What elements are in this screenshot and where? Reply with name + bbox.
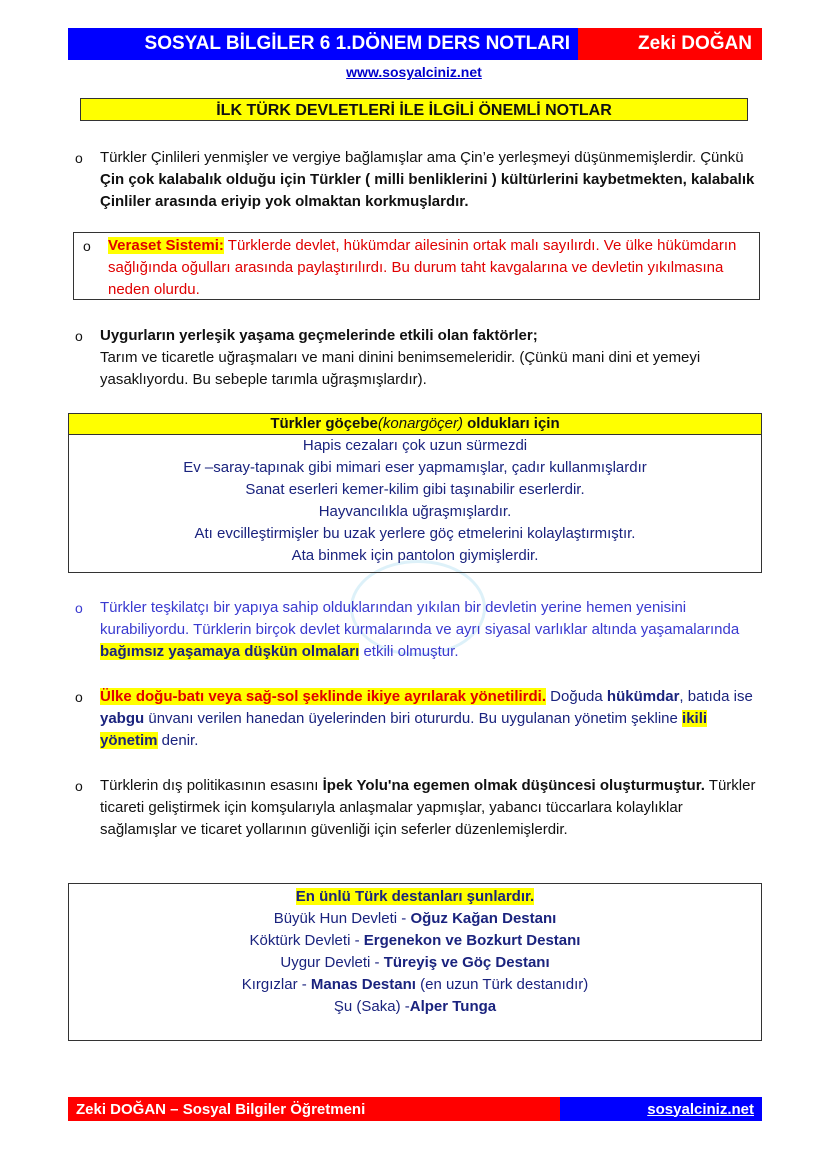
veraset-label: Veraset Sistemi: [108, 237, 224, 254]
note-china [75, 147, 760, 213]
bullet-icon: o [75, 689, 83, 705]
note-organization [75, 597, 760, 663]
text: Ergenekon ve Bozkurt Destanı [363, 932, 581, 949]
bullet-icon: o [83, 238, 91, 254]
text: Manas Destanı [310, 976, 416, 993]
text: (konargöçer) [377, 415, 463, 432]
text: En ünlü Türk destanları şunlardır. [295, 888, 535, 905]
text: Alper Tunga [409, 998, 497, 1015]
website-link[interactable]: www.sosyalciniz.net [346, 64, 482, 80]
text: Kırgızlar - [241, 976, 311, 993]
nomad-line: Sanat eserleri kemer-kilim gibi taşınabilir eserlerdir. [245, 481, 585, 498]
text: oldukları için [462, 415, 560, 432]
text: Uygur Devleti - [280, 954, 384, 971]
header-title: SOSYAL BİLGİLER 6 1.DÖNEM DERS NOTLARI [68, 28, 578, 60]
section-title: İLK TÜRK DEVLETLERİ İLE İLGİLİ ÖNEMLİ NOTLAR [80, 98, 748, 121]
text: Türeyiş ve Göç Destanı [383, 954, 550, 971]
note-uygur [75, 325, 760, 391]
heading: Uygurların yerleşik yaşama geçmelerinde etkili olan faktörler; [100, 327, 538, 344]
nomad-line: Ev –saray-tapınak gibi mimari eser yapmamışlar, çadır kullanmışlardır [183, 459, 647, 476]
veraset-box [73, 232, 760, 300]
nomad-line: Atı evcilleştirmişler bu uzak yerlere göç etmelerini kolaylaştırmıştır. [194, 525, 636, 542]
footer-author: Zeki DOĞAN – Sosyal Bilgiler Öğretmeni [68, 1097, 560, 1121]
epic-row [69, 974, 761, 996]
header-author: Zeki DOĞAN [578, 28, 762, 60]
text: (en uzun Türk destanıdır) [415, 976, 589, 993]
epic-row [69, 952, 761, 974]
text: Türklerin dış politikasının esasını [100, 777, 323, 794]
text: Büyük Hun Devleti - [273, 910, 411, 927]
highlight-text: Ülke doğu-batı veya sağ-sol şeklinde ikiye ayrılarak yönetilirdi. [100, 688, 547, 705]
nomad-line: Hayvancılıkla uğraşmışlardır. [318, 503, 512, 520]
footer-bar [68, 1097, 762, 1121]
bullet-icon: o [75, 778, 83, 794]
bullet-icon: o [75, 150, 83, 166]
text: Tarım ve ticaretle uğraşmaları ve mani dinini benimsemeleridir. (Çünkü mani dini et yemeyi yasaklıyordu. Bu sebeple tarımla uğraşmışlardır). [100, 349, 701, 388]
text: denir. [157, 732, 199, 749]
text: Köktürk Devleti - [249, 932, 364, 949]
header-bar [68, 28, 762, 60]
nomad-line: Hapis cezaları çok uzun sürmezdi [302, 437, 528, 454]
bold-text: hükümdar [606, 688, 680, 705]
note-dual-rule [75, 686, 760, 752]
bold-text: yabgu [100, 710, 145, 727]
epic-row [69, 930, 761, 952]
text: etkili olmuştur. [359, 643, 459, 660]
text: , batıda ise [679, 688, 753, 705]
bold-text: Çin çok kalabalık olduğu için Türkler ( milli benliklerini ) kültürlerini kaybetmekten, kalabalık Çinliler arasında eriyip yok olmaktan korkmuşlardır. [100, 171, 755, 210]
epics-box [68, 883, 762, 1041]
epic-row [69, 908, 761, 930]
epic-row [69, 996, 761, 1018]
footer-link[interactable]: sosyalciniz.net [560, 1097, 762, 1121]
nomad-line: Ata binmek için pantolon giymişlerdir. [291, 547, 539, 564]
text: Türkler teşkilatçı bir yapıya sahip olduklarından yıkılan bir devletin yerine hemen yenisini kurabiliyordu. Türklerin birçok devlet kurmalarında ve ayrı siyasal varlıklar altında yaşamalarında [100, 599, 740, 638]
text: Oğuz Kağan Destanı [410, 910, 557, 927]
text: ünvanı verilen hanedan üyelerinden biri otururdu. Bu uygulanan yönetim şekline [144, 710, 683, 727]
epics-title [69, 886, 761, 908]
bold-text: İpek Yolu'na egemen olmak düşüncesi oluşturmuştur. [322, 777, 705, 794]
highlight-text: bağımsız yaşamaya düşkün olmaları [100, 643, 360, 660]
bullet-icon: o [75, 600, 83, 616]
note-veraset [83, 235, 748, 301]
text: Türkler ticareti geliştirmek için komşularıyla anlaşmalar yapmışlar, yabancı tüccarlara kolaylıklar sağlamışlar ve ticaret yollarının güvenliği için seferler düzenlemişlerdir. [100, 777, 756, 838]
highlight-text: ikili yönetim [100, 710, 708, 749]
nomad-box-header [69, 414, 761, 435]
text: Doğuda [546, 688, 607, 705]
text: Şu (Saka) - [333, 998, 410, 1015]
text: Türkler Çinlileri yenmişler ve vergiye bağlamışlar ama Çin’e yerleşmeyi düşünmemişlerdir. Çünkü [100, 149, 744, 166]
bullet-icon: o [75, 328, 83, 344]
nomad-box [68, 413, 762, 573]
note-silk-road [75, 775, 760, 841]
text: Türkler göçebe [270, 415, 378, 432]
text: Türklerde devlet, hükümdar ailesinin ortak malı sayılırdı. Ve ülke hükümdarın sağlığında oğulları arasında paylaştırılırdı. Bu durum taht kavgalarına ve devletin yıkılmasına neden olurdu. [108, 237, 737, 298]
